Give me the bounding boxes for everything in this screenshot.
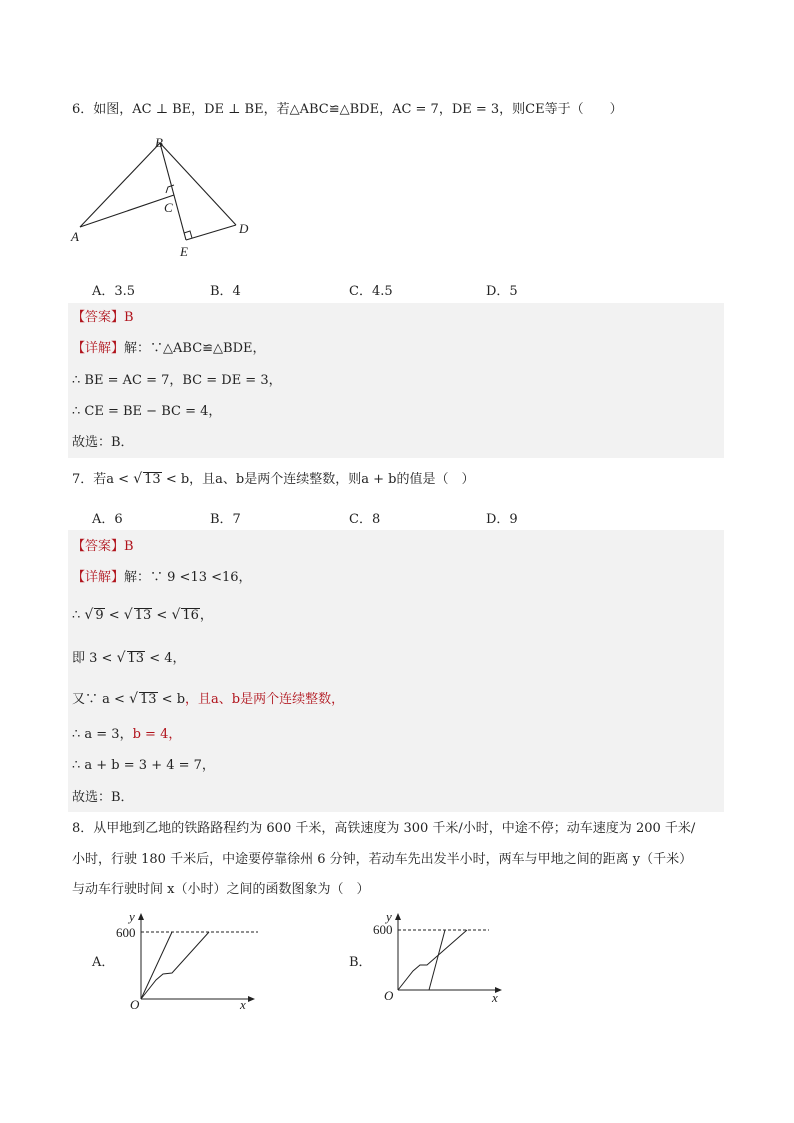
label-B: B <box>155 135 163 150</box>
q6-option-d: D．5 <box>486 284 518 299</box>
label-C: C <box>164 200 173 215</box>
graph-b-ylabel: y <box>386 909 392 924</box>
q6-answer: 【答案】B <box>72 310 134 325</box>
q6-detail-1: 【详解】解：∵△ABC≌△BDE， <box>72 341 266 356</box>
q8-option-b: B． <box>349 955 372 970</box>
graph-b-xlabel: x <box>492 990 498 1005</box>
q6-option-a: A．3.5 <box>92 284 136 299</box>
graph-b-origin: O <box>384 988 394 1003</box>
q6-detail-3: ∴ CE = BE − BC = 4， <box>72 404 222 419</box>
q8-stem-3: 与动车行驶时间 x（小时）之间的函数图象为（ ） <box>72 882 370 897</box>
q8-graph-b <box>367 908 517 1013</box>
graph-a-xlabel: x <box>240 997 246 1012</box>
q6-triangle-figure <box>68 132 268 264</box>
label-A: A <box>71 229 79 244</box>
q8-stem-1: 8．从甲地到乙地的铁路路程约为 600 千米，高铁速度为 300 千米/小时，中途不停；动车速度为 200 千米/ <box>72 821 696 836</box>
graph-a-ymax: 600 <box>116 925 136 940</box>
q7-detail-7: 故选：B． <box>72 790 134 805</box>
q6-detail-4: 故选：B． <box>72 435 134 450</box>
q8-option-a: A． <box>92 955 115 970</box>
q7-detail-2: ∴ √ 9 < √ 13 < √ 16， <box>72 607 213 623</box>
q6-option-c: C．4.5 <box>349 284 393 299</box>
q7-option-b: B．7 <box>210 512 241 527</box>
q7-option-d: D．9 <box>486 512 518 527</box>
q6-stem: 6．如图，AC ⊥ BE，DE ⊥ BE，若△ABC≌△BDE，AC = 7，DE = 3，则CE等于（ ） <box>72 102 623 117</box>
label-E: E <box>180 244 188 259</box>
q7-option-a: A．6 <box>92 512 123 527</box>
graph-a-ylabel: y <box>129 909 135 924</box>
q6-option-b: B．4 <box>210 284 241 299</box>
q7-detail-1: 【详解】解：∵ 9 <13 <16， <box>72 570 252 585</box>
q7-answer: 【答案】B <box>72 539 134 554</box>
q8-stem-2: 小时，行驶 180 千米后，中途要停靠徐州 6 分钟，若动车先出发半小时，两车与甲地之间的距离 y（千米） <box>72 852 693 867</box>
q6-detail-2: ∴ BE = AC = 7，BC = DE = 3， <box>72 373 282 388</box>
q7-option-c: C．8 <box>349 512 381 527</box>
q7-stem: 7．若a < √ 13 < b，且a、b是两个连续整数，则a + b的值是（ ） <box>72 471 475 487</box>
graph-a-origin: O <box>130 997 140 1012</box>
label-D: D <box>239 221 249 236</box>
q7-detail-5: ∴ a = 3，b = 4， <box>72 727 182 742</box>
q7-detail-3: 即 3 < √ 13 < 4， <box>72 650 186 666</box>
graph-b-ymax: 600 <box>373 922 393 937</box>
q8-graph-a <box>110 908 260 1013</box>
q7-detail-4: 又∵ a < √ 13 < b，且a、b是两个连续整数， <box>72 691 345 707</box>
q7-detail-6: ∴ a + b = 3 + 4 = 7， <box>72 758 215 773</box>
